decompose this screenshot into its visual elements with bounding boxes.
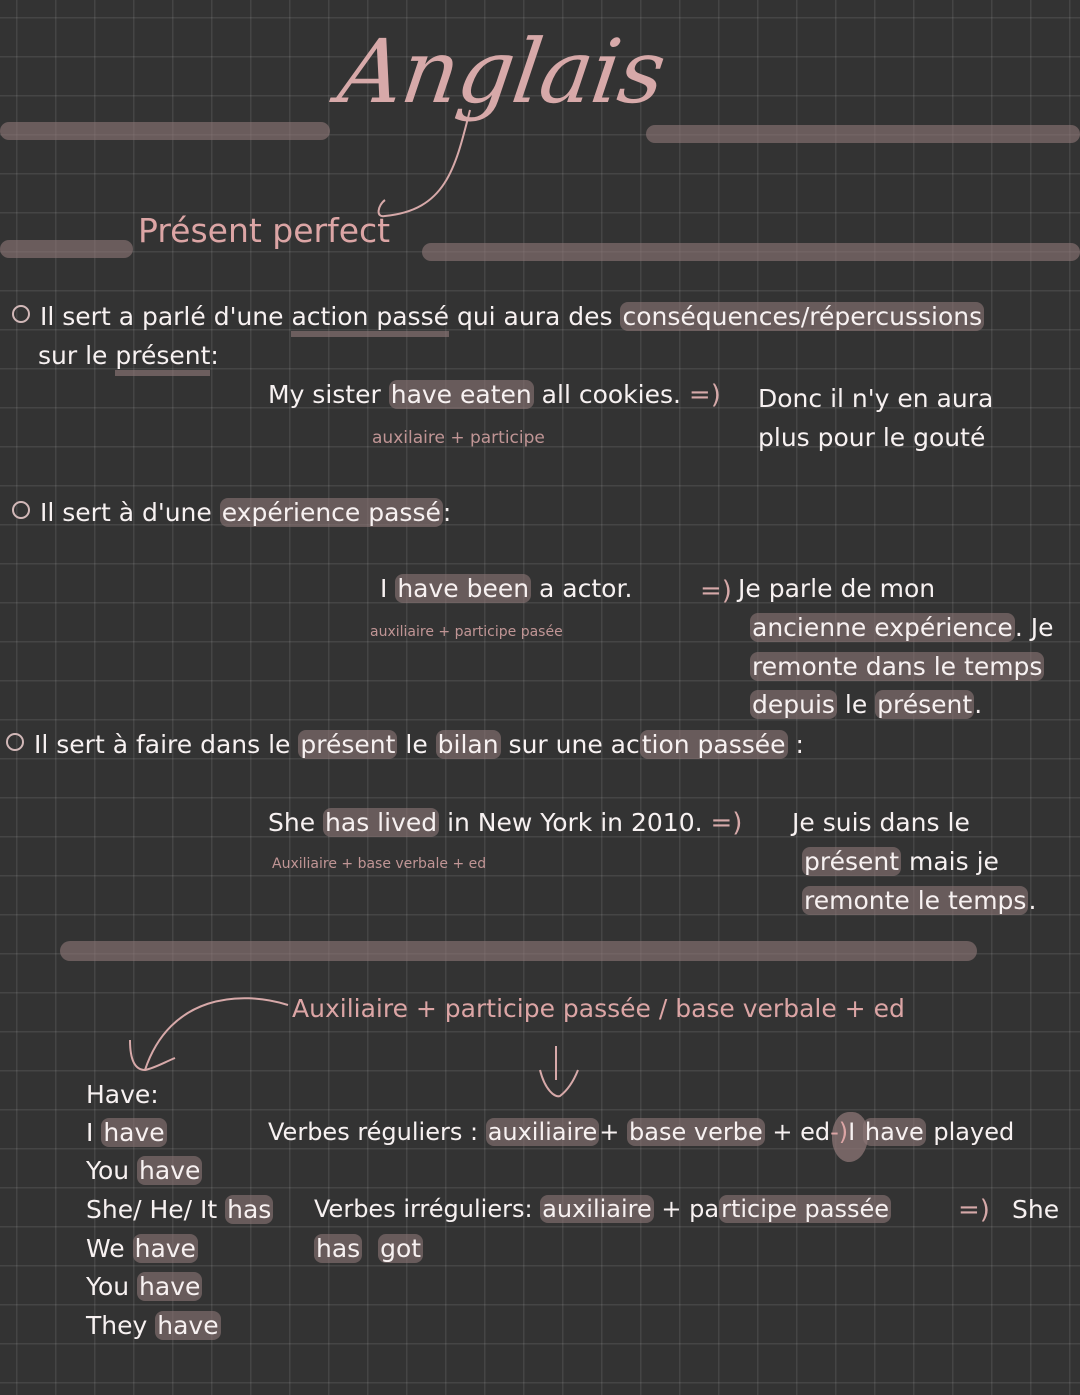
bullet-circle-icon — [12, 501, 30, 519]
conjugation-row-you: You have — [86, 1156, 201, 1185]
section-subtitle: Présent perfect — [138, 211, 391, 250]
section2-explanation-line4: depuis le présent. — [752, 690, 983, 719]
section2-explanation-line2: ancienne expérience. Je — [752, 613, 1054, 642]
underline-present: présent — [115, 341, 210, 376]
conjugation-row-they: They have — [86, 1311, 219, 1340]
regular-verbs-rule: Verbes réguliers : auxiliaire+ base verbe + ed-)I have played — [268, 1118, 1015, 1146]
implies-arrow-icon: =) — [688, 380, 721, 410]
conjugation-row-we: We have — [86, 1234, 196, 1263]
section-divider — [60, 941, 977, 961]
implies-arrow-icon: =) — [958, 1195, 990, 1225]
bullet-circle-icon — [12, 305, 30, 323]
irregular-example-line1: She — [1012, 1195, 1060, 1224]
implies-arrow-icon: -) — [830, 1118, 849, 1146]
implies-arrow-icon: =) — [710, 808, 743, 838]
section1-example: My sister have eaten all cookies. =) — [268, 380, 721, 410]
have-label: Have: — [86, 1080, 159, 1109]
section2-explanation-line1: Je parle de mon — [738, 574, 936, 603]
section3-explanation-line1: Je suis dans le — [792, 808, 970, 837]
section1-bullet-line2: sur le présent: — [38, 341, 219, 371]
section1-explanation-line2: plus pour le gouté — [758, 423, 986, 452]
formula-heading: Auxiliaire + participe passée / base verbale + ed — [292, 994, 905, 1023]
section3-explanation-line2: présent mais je — [804, 847, 999, 876]
section3-note: Auxiliaire + base verbale + ed — [272, 856, 487, 872]
conjugation-row-i: I have — [86, 1118, 165, 1147]
section1-explanation-line1: Donc il n'y en aura — [758, 384, 994, 413]
highlight-experience-passe: expérience passé — [221, 498, 441, 527]
section3-explanation-line3: remonte le temps. — [804, 886, 1037, 915]
title-rule-right — [646, 125, 1080, 143]
section1-bullet-line1: Il sert a parlé d'une action passé qui aura des conséquences/répercussions — [12, 302, 984, 332]
section1-note: auxilaire + participe — [372, 428, 545, 448]
highlight-have-eaten: have eaten — [390, 380, 532, 409]
bullet-circle-icon — [6, 733, 24, 751]
highlight-has-lived: has lived — [325, 808, 438, 837]
section3-bullet-line: Il sert à faire dans le présent le bilan sur une action passée : — [6, 730, 804, 760]
section3-example: She has lived in New York in 2010. =) — [268, 808, 743, 838]
irregular-example-line2: has got — [316, 1234, 422, 1263]
section2-bullet-line: Il sert à d'une expérience passé: — [12, 498, 451, 528]
highlight-consequences: conséquences/répercussions — [622, 302, 983, 331]
section2-example: I have been a actor. — [380, 574, 633, 603]
down-arrow-icon — [0, 0, 10, 10]
underline-action-passe: action passé — [291, 302, 449, 337]
section2-explanation-line3: remonte dans le temps — [752, 652, 1043, 681]
subtitle-rule-left — [0, 240, 133, 258]
irregular-verbs-rule: Verbes irréguliers: auxiliaire + participe passée — [314, 1195, 890, 1223]
page-title: Anglais — [332, 20, 671, 123]
subtitle-rule-right — [422, 243, 1080, 261]
title-rule-left — [0, 122, 330, 140]
highlight-have-been: have been — [397, 574, 530, 603]
section2-note: auxiliaire + participe pasée — [370, 624, 563, 640]
implies-arrow-icon: =) — [700, 576, 732, 606]
conjugation-row-she-he-it: She/ He/ It has — [86, 1195, 272, 1224]
conjugation-row-you-plural: You have — [86, 1272, 201, 1301]
